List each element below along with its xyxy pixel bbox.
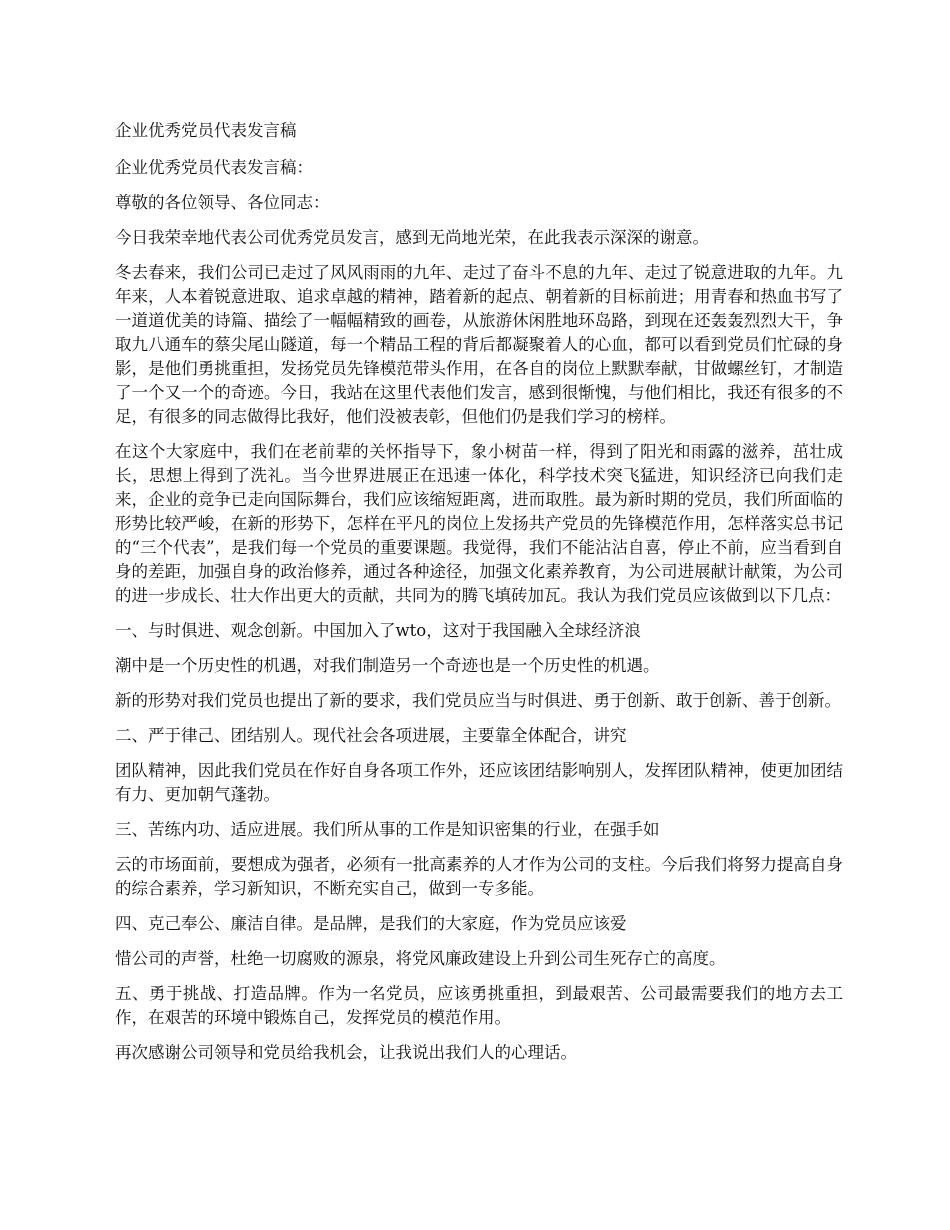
paragraph: 云的市场面前，要想成为强者，必须有一批高素养的人才作为公司的支柱。今后我们将努力提高自身的综合素养，学习新知识，不断充实自己，做到一专多能。: [115, 855, 843, 898]
paragraph: 惜公司的声誉，杜绝一切腐败的源泉，将党风廉政建设上升到公司生死存亡的高度。: [115, 949, 726, 968]
paragraph: 一、与时俱进、观念创新。中国加入了wto，这对于我国融入全球经济浪: [115, 621, 641, 640]
document-body: [115, 119, 843, 1076]
paragraph: 新的形势对我们党员也提出了新的要求，我们党员应当与时俱进、勇于创新、敢于创新、善于创新。: [115, 691, 841, 710]
paragraph: 在这个大家庭中，我们在老前辈的关怀指导下，象小树苗一样，得到了阳光和雨露的滋养，茁壮成长，思想上得到了洗礼。当今世界进展正在迅速一体化，科学技术突飞猛进，知识经济已向我们走来，企业的竞争已走向国际舞台，我们应该缩短距离，进而取胜。最为新时期的党员，我们所面临的形势比较严峻，在新的形势下，怎样在平凡的岗位上发扬共产党员的先锋模范作用，怎样落实总书记的“三个代表”，是我们每一个党员的重要课题。我觉得，我们不能沾沾自喜，停止不前，应当看到自身的差距，加强自身的政治修养，通过各种途径，加强文化素养教育，为公司进展献计献策，为公司的进一步成长、壮大作出更大的贡献，共同为的腾飞填砖加瓦。我认为我们党员应该做到以下几点：: [115, 442, 843, 605]
paragraph: 尊敬的各位领导、各位同志：: [115, 193, 330, 212]
paragraph: 二、严于律己、团结别人。现代社会各项进展，主要靠全体配合，讲究: [115, 726, 627, 745]
paragraph: 五、勇于挑战、打造品牌。作为一名党员，应该勇挑重担，到最艰苦、公司最需要我们的地方去工作，在艰苦的环境中锻炼自己，发挥党员的模范作用。: [115, 984, 843, 1027]
paragraph: 四、克己奉公、廉洁自律。是品牌，是我们的大家庭，作为党员应该爱: [115, 914, 627, 933]
paragraph: 企业优秀党员代表发言稿：: [115, 158, 313, 177]
paragraph: 团队精神，因此我们党员在作好自身各项工作外，还应该团结影响别人，发挥团队精神，使更加团结有力、更加朝气蓬勃。: [115, 761, 843, 804]
paragraph: 潮中是一个历史性的机遇，对我们制造另一个奇迹也是一个历史性的机遇。: [115, 656, 660, 675]
paragraph: 冬去春来，我们公司已走过了风风雨雨的九年、走过了奋斗不息的九年、走过了锐意进取的九年。九年来，人本着锐意进取、追求卓越的精神，踏着新的起点、朝着新的目标前进；用青春和热血书写了一道道优美的诗篇、描绘了一幅幅精致的画卷，从旅游休闲胜地环岛路，到现在还轰轰烈烈大干，争取九八通车的蔡尖尾山隧道，每一个精品工程的背后都凝聚着人的心血，都可以看到党员们忙碌的身影，是他们勇挑重担，发扬党员先锋模范带头作用，在各自的岗位上默默奉献，甘做螺丝钉，才制造了一个又一个的奇迹。今日，我站在这里代表他们发言，感到很惭愧，与他们相比，我还有很多的不足，有很多的同志做得比我好，他们没被表彰，但他们仍是我们学习的榜样。: [115, 263, 843, 426]
paragraph: 今日我荣幸地代表公司优秀党员发言，感到无尚地光荣，在此我表示深深的谢意。: [115, 228, 709, 247]
paragraph: 三、苦练内功、适应进展。我们所从事的工作是知识密集的行业，在强手如: [115, 820, 660, 839]
document-title: 企业优秀党员代表发言稿: [115, 121, 297, 140]
paragraph: 再次感谢公司领导和党员给我机会，让我说出我们人的心理话。: [115, 1043, 577, 1062]
